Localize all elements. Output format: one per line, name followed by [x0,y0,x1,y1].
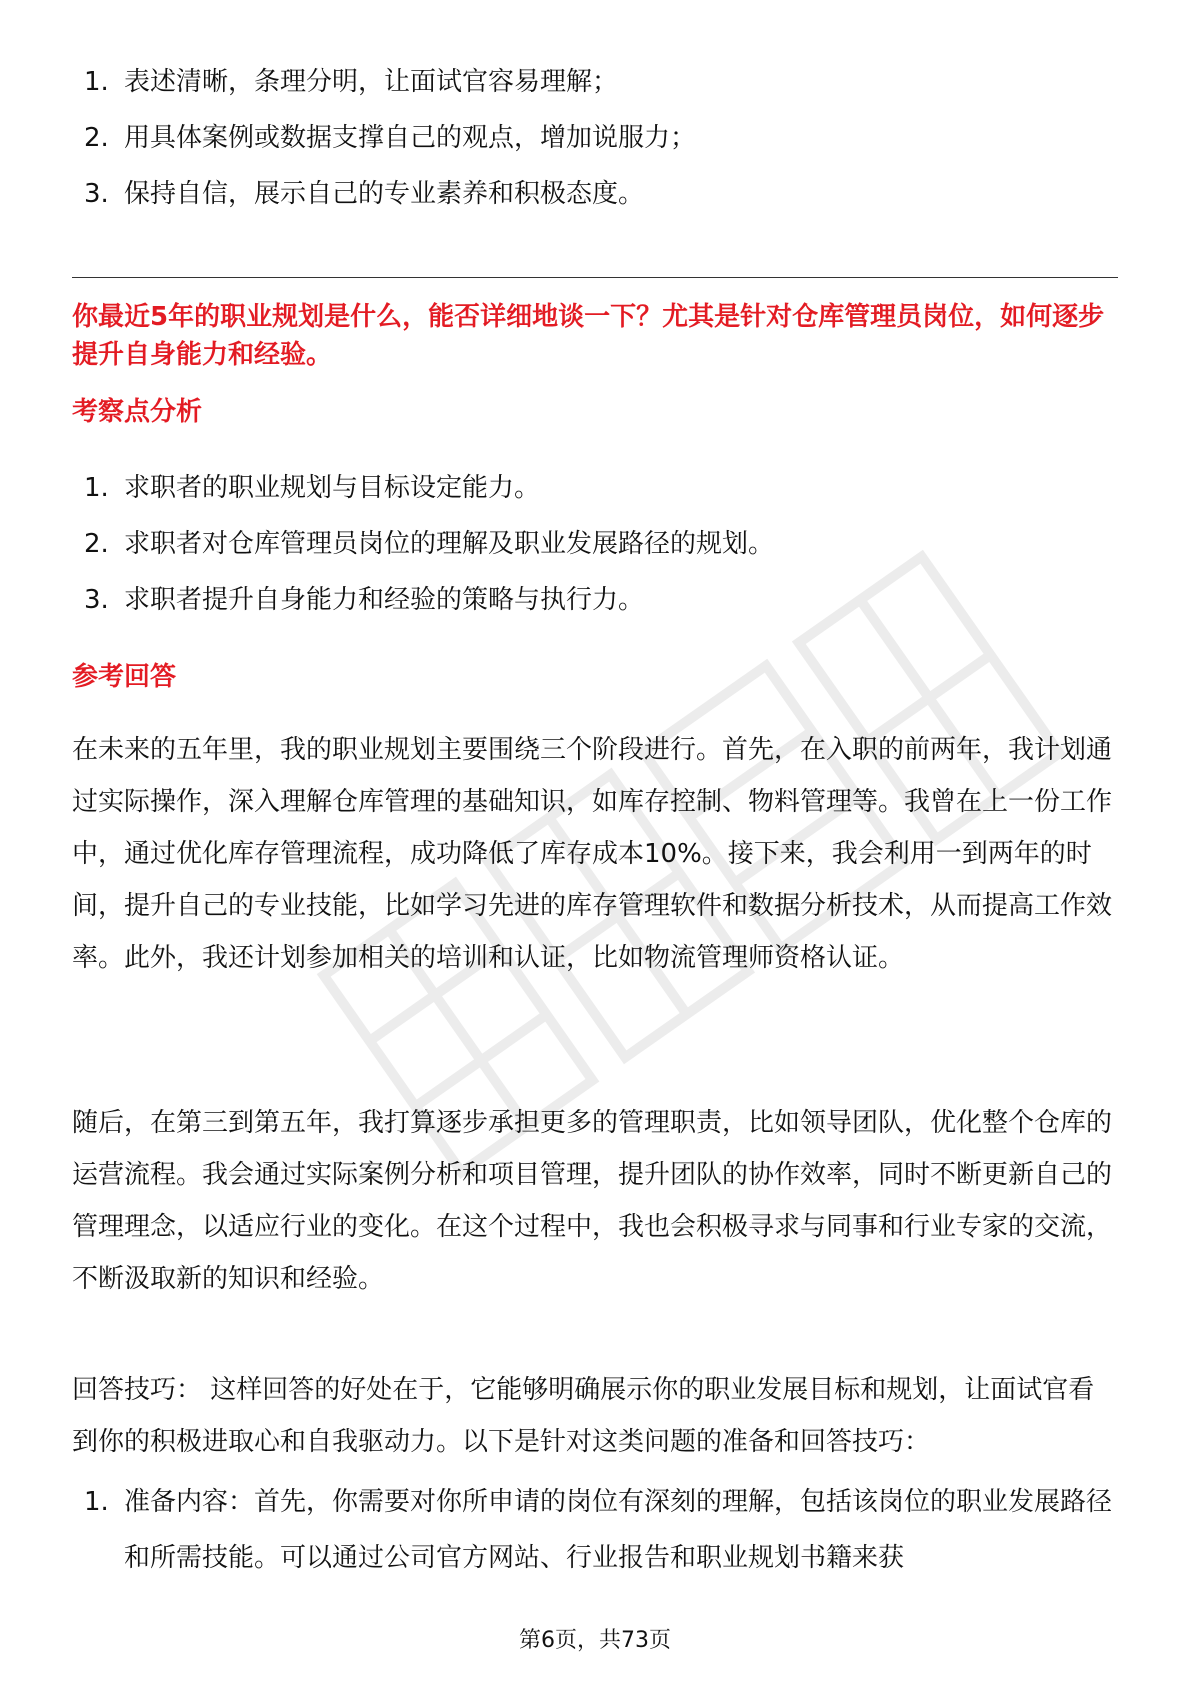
list-item-text: 表述清晰，条理分明，让面试官容易理解； [124,67,619,97]
tips-list [72,1474,1118,1586]
list-item [72,166,1118,222]
list-item [72,54,1118,110]
top-list [72,54,1118,222]
list-item-text: 求职者对仓库管理员岗位的理解及职业发展路径的规划。 [124,529,775,559]
list-number: 1. [84,1487,109,1517]
list-item-text: 用具体案例或数据支撑自己的观点，增加说服力； [124,123,697,153]
list-item-text: 求职者提升自身能力和经验的策略与执行力。 [124,585,645,615]
list-item [72,572,1118,628]
page-number-footer: 第6页，共73页 [519,1628,671,1653]
analysis-list [72,460,1118,628]
tips-paragraph: 回答技巧： 这样回答的好处在于，它能够明确展示你的职业发展目标和规划，让面试官看到你的积极进取心和自我驱动力。以下是针对这类问题的准备和回答技巧： [72,1375,1095,1457]
answer-paragraph: 随后，在第三到第五年，我打算逐步承担更多的管理职责，比如领导团队，优化整个仓库的运营流程。我会通过实际案例分析和项目管理，提升团队的协作效率，同时不断更新自己的管理理念，以适应行业的变化。在这个过程中，我也会积极寻求与同事和行业专家的交流，不断汲取新的知识和经验。 [72,1108,1113,1294]
analysis-title: 考察点分析 [72,397,203,427]
list-number: 2. [84,529,109,559]
answer-paragraph: 在未来的五年里，我的职业规划主要围绕三个阶段进行。首先，在入职的前两年，我计划通过实际操作，深入理解仓库管理的基础知识，如库存控制、物料管理等。我曾在上一份工作中，通过优化库存管理流程，成功降低了库存成本10%。接下来，我会利用一到两年的时间，提升自己的专业技能，比如学习先进的库存管理软件和数据分析技术，从而提高工作效率。此外，我还计划参加相关的培训和认证，比如物流管理师资格认证。 [72,735,1113,973]
list-item [72,516,1118,572]
section-divider [72,277,1118,278]
list-item-text: 求职者的职业规划与目标设定能力。 [124,473,541,503]
list-item [72,1474,1118,1586]
answer-title: 参考回答 [72,662,177,692]
list-item [72,110,1118,166]
list-item-text: 保持自信，展示自己的专业素养和积极态度。 [124,179,645,209]
question-heading: 你最近5年的职业规划是什么，能否详细地谈一下？尤其是针对仓库管理员岗位，如何逐步提升自身能力和经验。 [72,302,1105,370]
list-number: 1. [84,67,109,97]
list-number: 3. [84,179,109,209]
list-number: 1. [84,473,109,503]
list-item-text: 准备内容：首先，你需要对你所申请的岗位有深刻的理解，包括该岗位的职业发展路径和所需技能。可以通过公司官方网站、行业报告和职业规划书籍来获 [124,1487,1113,1573]
document-page [72,0,1118,1684]
list-number: 3. [84,585,109,615]
list-number: 2. [84,123,109,153]
list-item [72,460,1118,516]
